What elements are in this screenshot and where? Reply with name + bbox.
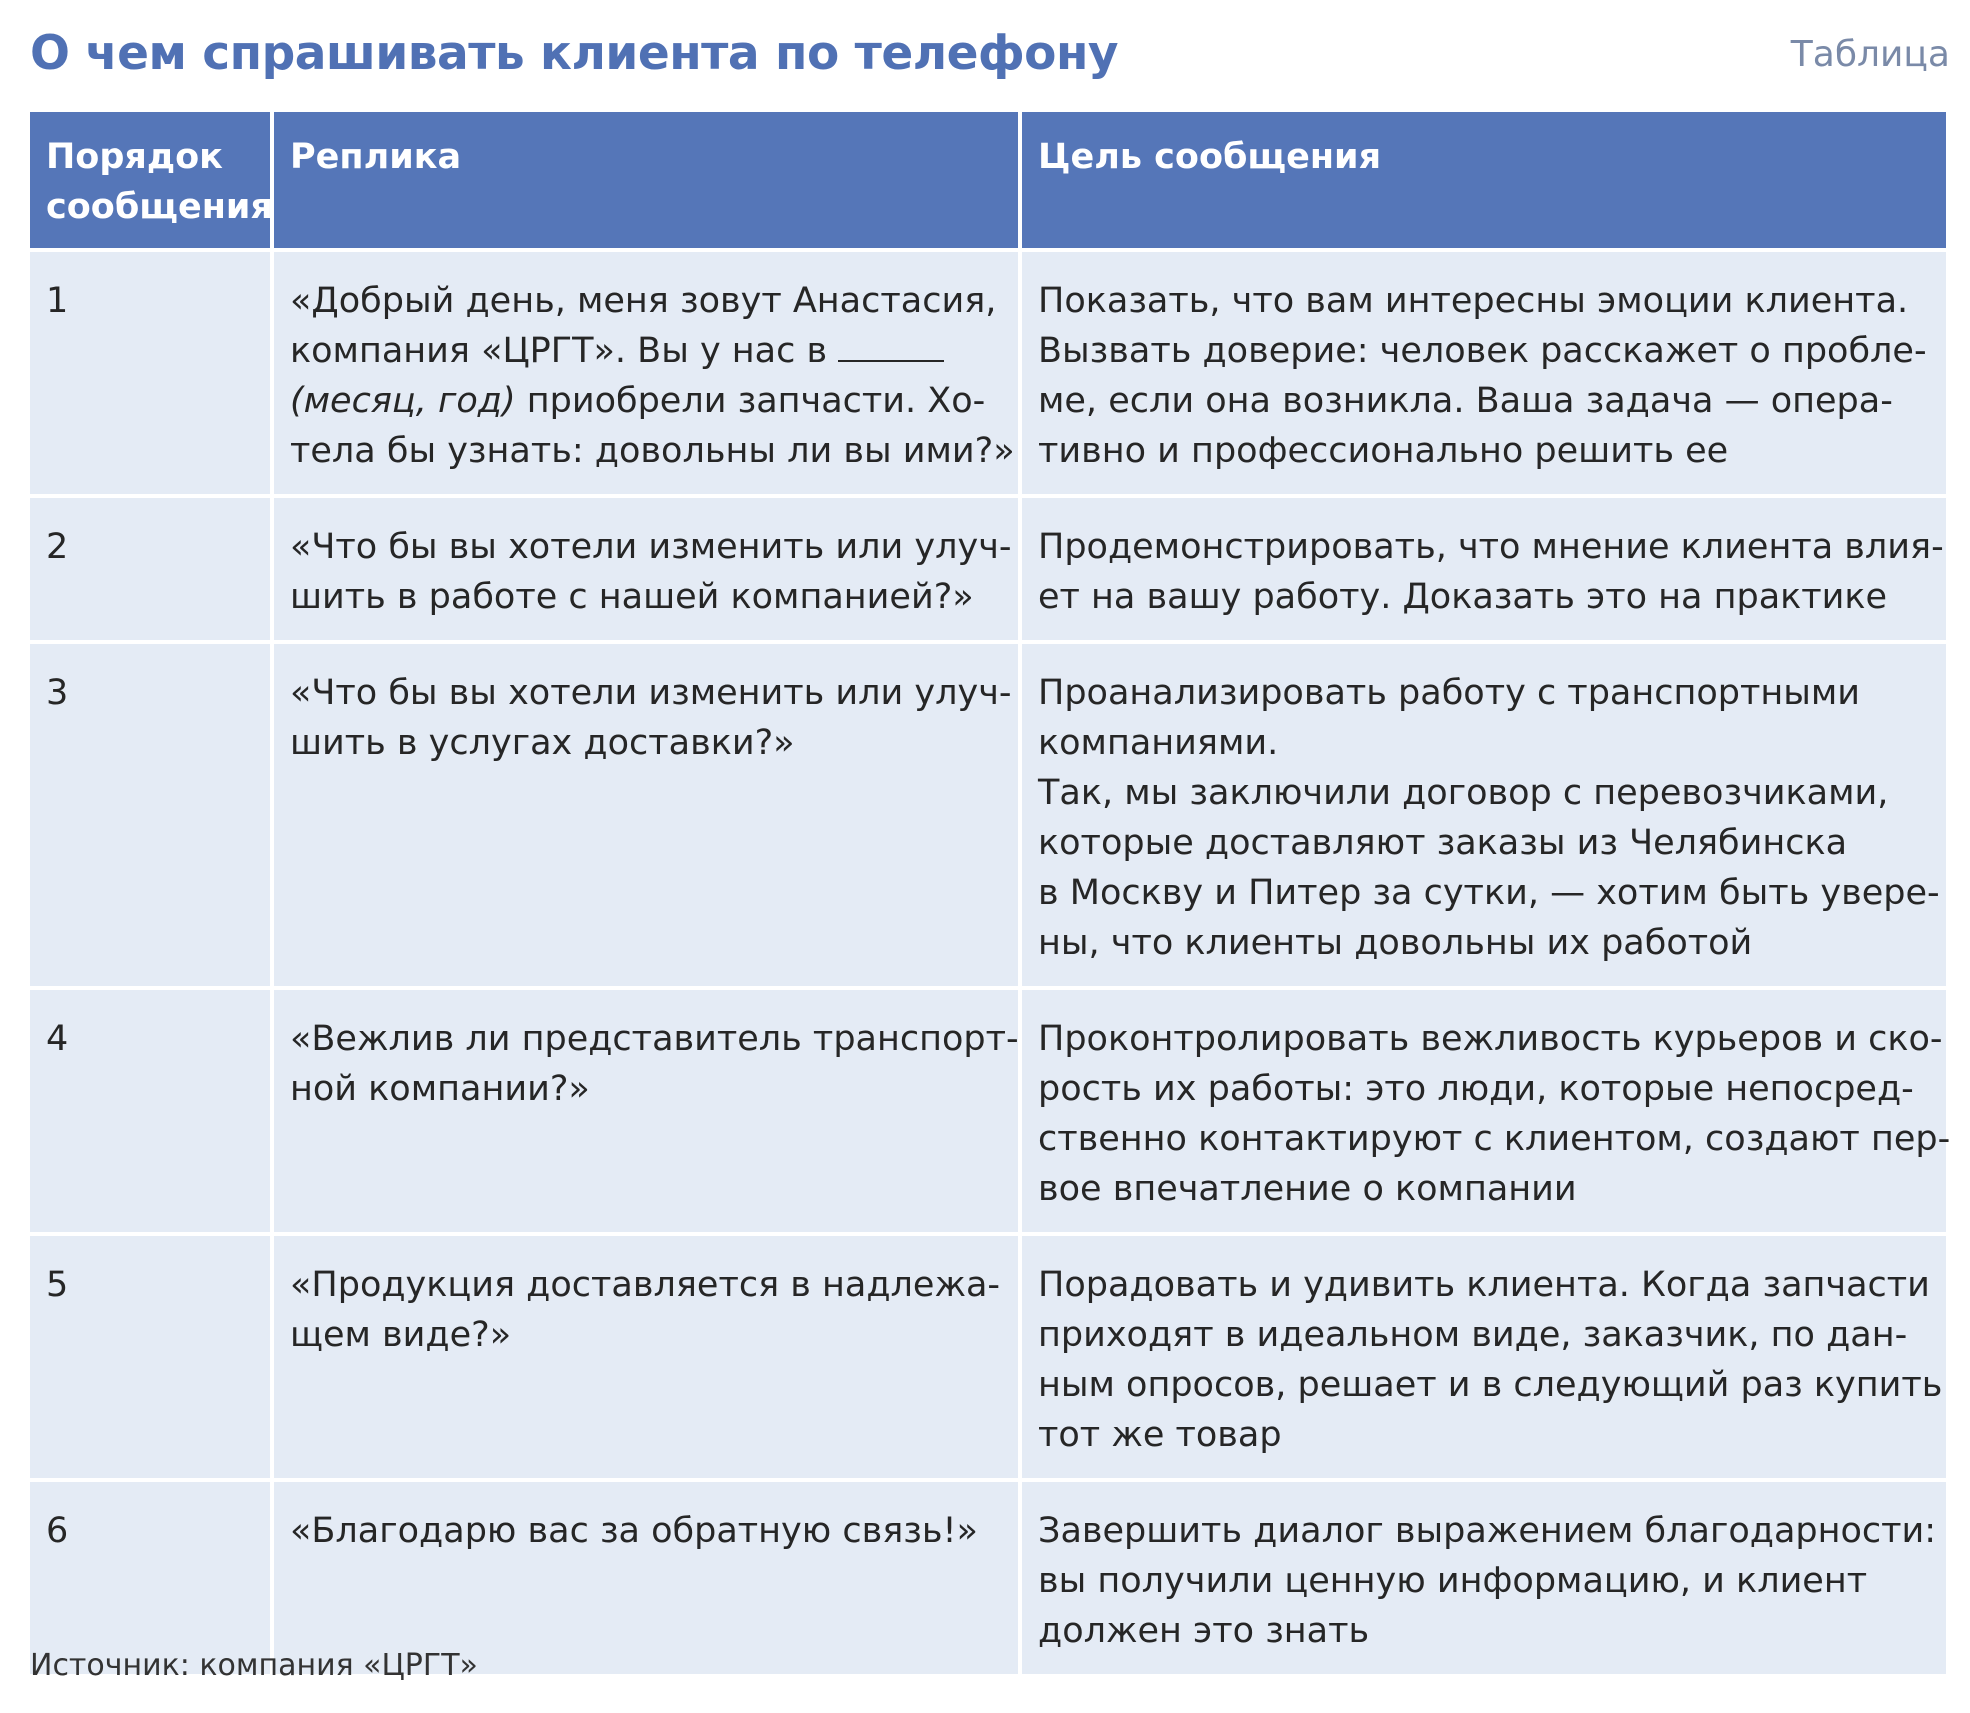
- goal-cell: Порадовать и удивить клиента. Когда запчасти приходят в идеальном виде, заказчик, по дан- ным опросов, решает и в следующий раз купить тот же товар: [1022, 1236, 1946, 1478]
- data-table: [30, 112, 1951, 1678]
- column-header-goal: Цель сообщения: [1022, 112, 1946, 248]
- order-cell: 2: [30, 498, 270, 640]
- goal-cell: Продемонстрировать, что мнение клиента влия- ет на вашу работу. Доказать это на практике: [1022, 498, 1946, 640]
- reply-cell: «Благодарю вас за обратную связь!»: [274, 1482, 1018, 1674]
- goal-cell: Завершить диалог выражением благодарности: вы получили ценную информацию, и клиент должен это знать: [1022, 1482, 1946, 1674]
- reply-cell: «Добрый день, меня зовут Анастасия, компания «ЦРГТ». Вы у нас в (месяц, год) приобрели запчасти. Хо- тела бы узнать: довольны ли вы ими?»: [274, 252, 1018, 494]
- table-row: [30, 644, 1946, 986]
- goal-cell: Проконтролировать вежливость курьеров и ско- рость их работы: это люди, которые непосред- ственно контактируют с клиентом, создают пер- вое впечатление о компании: [1022, 990, 1946, 1232]
- order-cell: 5: [30, 1236, 270, 1478]
- reply-cell: «Вежлив ли представитель транспорт- ной компании?»: [274, 990, 1018, 1232]
- table-row: [30, 252, 1946, 494]
- table-row: [30, 1236, 1946, 1478]
- table-row: [30, 990, 1951, 1232]
- reply-cell: «Продукция доставляется в надлежа- щем виде?»: [274, 1236, 1018, 1478]
- table-row: [30, 1482, 1946, 1674]
- reply-cell: «Что бы вы хотели изменить или улуч- шить в услугах доставки?»: [274, 644, 1018, 986]
- reply-cell: «Что бы вы хотели изменить или улуч- шить в работе с нашей компанией?»: [274, 498, 1018, 640]
- column-header-order: Порядок сообщения: [30, 112, 270, 248]
- table-row: [30, 498, 1946, 640]
- page-title: О чем спрашивать клиента по телефону: [30, 26, 1119, 81]
- goal-cell: Проанализировать работу с транспортными компаниями. Так, мы заключили договор с перевозчиками, которые доставляют заказы из Челябинска в Москву и Питер за сутки, — хотим быть увере- ны, что клиенты довольны их работой: [1022, 644, 1946, 986]
- source-note: Источник: компания «ЦРГТ»: [30, 1648, 478, 1683]
- column-header-reply: Реплика: [274, 112, 1018, 248]
- order-cell: 6: [30, 1482, 270, 1674]
- order-cell: 1: [30, 252, 270, 494]
- order-cell: 3: [30, 644, 270, 986]
- page-header: [30, 22, 1950, 92]
- blank-fill-line: [838, 326, 944, 362]
- goal-cell: Показать, что вам интересны эмоции клиента. Вызвать доверие: человек расскажет о пробле- ме, если она возникла. Ваша задача — опера- тивно и профессионально решить ее: [1022, 252, 1946, 494]
- order-cell: 4: [30, 990, 270, 1232]
- table-header-row: [30, 112, 1946, 248]
- table-label: Таблица: [1790, 34, 1950, 75]
